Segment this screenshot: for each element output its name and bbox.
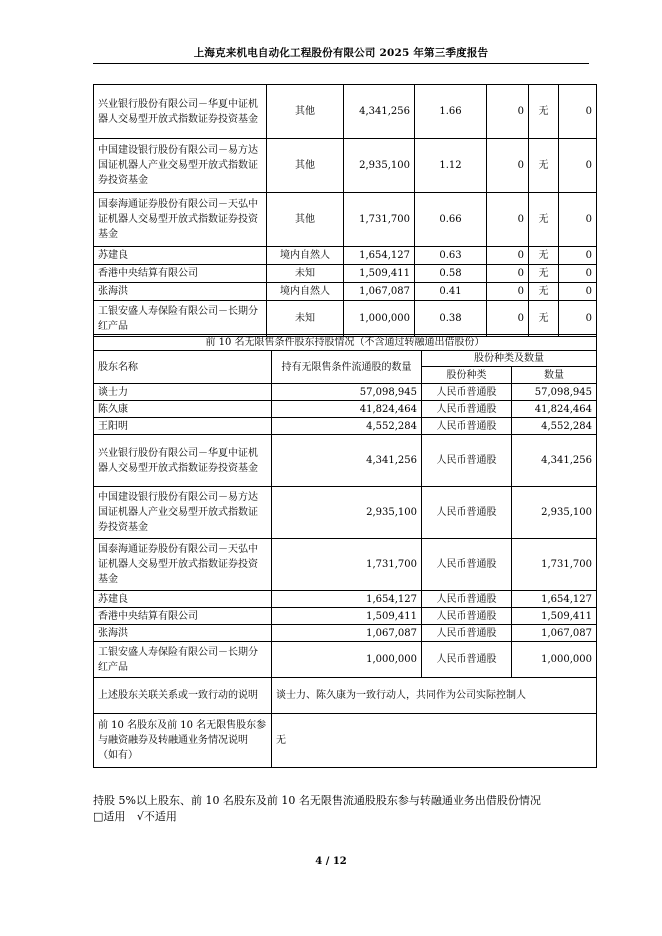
- shares-held: 1,067,087: [344, 283, 415, 301]
- relation-row: [94, 678, 597, 714]
- restricted-shares: 0: [487, 139, 529, 193]
- pledge-count: 0: [559, 139, 597, 193]
- shareholder-name: 苏建良: [94, 247, 267, 265]
- pledge-status: 无: [529, 283, 559, 301]
- unrestricted-shares: 1,731,700: [272, 539, 422, 591]
- share-quantity: 2,935,100: [512, 487, 597, 539]
- lending-disclosure-text: 持股 5%以上股东、前 10 名股东及前 10 名无限售流通股股东参与转融通业务出借股份情况: [93, 794, 541, 807]
- share-ratio: 0.41: [415, 283, 487, 301]
- pledge-count: 0: [559, 301, 597, 337]
- table-row: [94, 384, 597, 401]
- header-unrestricted-shares: 持有无限售条件流通股的数量: [272, 351, 422, 384]
- share-ratio: 0.66: [415, 193, 487, 247]
- share-type: 人民币普通股: [422, 591, 512, 608]
- unrestricted-shares: 41,824,464: [272, 401, 422, 418]
- header-share-type-group: 股份种类及数量: [422, 351, 597, 367]
- unrestricted-shares: 1,509,411: [272, 608, 422, 625]
- shareholder-name: 香港中央结算有限公司: [94, 608, 272, 625]
- share-type: 人民币普通股: [422, 539, 512, 591]
- table-row: [94, 642, 597, 678]
- pledge-status: 无: [529, 193, 559, 247]
- shareholder-name: 王阳明: [94, 418, 272, 435]
- restricted-shares: 0: [487, 193, 529, 247]
- margin-trading-row: [94, 714, 597, 768]
- shareholder-name: 苏建良: [94, 591, 272, 608]
- restricted-shares: 0: [487, 85, 529, 139]
- table-row: [94, 247, 597, 265]
- header-shareholder-name: 股东名称: [94, 351, 272, 384]
- unrestricted-shares: 1,654,127: [272, 591, 422, 608]
- relation-text: 谈士力、陈久康为一致行动人，共同作为公司实际控制人: [272, 678, 597, 714]
- shareholder-name: 工银安盛人寿保险有限公司－长期分红产品: [94, 301, 267, 337]
- shareholder-name: 兴业银行股份有限公司－华夏中证机器人交易型开放式指数证券投资基金: [94, 435, 272, 487]
- shareholder-nature: 未知: [267, 301, 344, 337]
- shareholder-name: 国泰海通证券股份有限公司－天弘中证机器人交易型开放式指数证券投资基金: [94, 193, 267, 247]
- applicability-options: [93, 809, 541, 825]
- option-applicable: □适用: [93, 810, 126, 823]
- share-type: 人民币普通股: [422, 435, 512, 487]
- pledge-status: 无: [529, 85, 559, 139]
- unrestricted-shares: 4,341,256: [272, 435, 422, 487]
- shares-held: 1,654,127: [344, 247, 415, 265]
- share-ratio: 1.66: [415, 85, 487, 139]
- header-share-type: 股份种类: [422, 367, 512, 384]
- pledge-status: 无: [529, 247, 559, 265]
- share-ratio: 0.38: [415, 301, 487, 337]
- share-quantity: 4,341,256: [512, 435, 597, 487]
- share-type: 人民币普通股: [422, 401, 512, 418]
- table-row: [94, 539, 597, 591]
- share-quantity: 1,067,087: [512, 625, 597, 642]
- top10-unrestricted-shareholders-table: [93, 334, 597, 768]
- pledge-count: 0: [559, 85, 597, 139]
- table-header-row: [94, 351, 597, 367]
- shareholder-name: 中国建设银行股份有限公司－易方达国证机器人产业交易型开放式指数证券投资基金: [94, 487, 272, 539]
- margin-trading-text: 无: [272, 714, 597, 768]
- shareholder-name: 国泰海通证券股份有限公司－天弘中证机器人交易型开放式指数证券投资基金: [94, 539, 272, 591]
- table-row: [94, 283, 597, 301]
- unrestricted-shares: 2,935,100: [272, 487, 422, 539]
- table-row: [94, 85, 597, 139]
- share-quantity: 57,098,945: [512, 384, 597, 401]
- share-quantity: 1,731,700: [512, 539, 597, 591]
- share-type: 人民币普通股: [422, 384, 512, 401]
- shareholder-name: 兴业银行股份有限公司－华夏中证机器人交易型开放式指数证券投资基金: [94, 85, 267, 139]
- table-row: [94, 193, 597, 247]
- shareholder-nature: 其他: [267, 193, 344, 247]
- shares-held: 1,731,700: [344, 193, 415, 247]
- shareholder-nature: 未知: [267, 265, 344, 283]
- restricted-shares: 0: [487, 265, 529, 283]
- shareholder-nature: 其他: [267, 85, 344, 139]
- table-row: [94, 625, 597, 642]
- table-row: [94, 591, 597, 608]
- shareholder-nature: 其他: [267, 139, 344, 193]
- top10-shareholders-continued-table: [93, 84, 597, 337]
- restricted-shares: 0: [487, 283, 529, 301]
- table-row: [94, 301, 597, 337]
- shareholder-name: 张海洪: [94, 625, 272, 642]
- share-type: 人民币普通股: [422, 642, 512, 678]
- table-row: [94, 608, 597, 625]
- unrestricted-shares: 4,552,284: [272, 418, 422, 435]
- table-row: [94, 418, 597, 435]
- share-quantity: 41,824,464: [512, 401, 597, 418]
- shares-held: 2,935,100: [344, 139, 415, 193]
- share-quantity: 1,509,411: [512, 608, 597, 625]
- header-quantity: 数量: [512, 367, 597, 384]
- share-quantity: 1,000,000: [512, 642, 597, 678]
- relation-label: 上述股东关联关系或一致行动的说明: [94, 678, 272, 714]
- share-ratio: 0.63: [415, 247, 487, 265]
- pledge-status: 无: [529, 301, 559, 337]
- shareholder-name: 香港中央结算有限公司: [94, 265, 267, 283]
- unrestricted-shares: 1,067,087: [272, 625, 422, 642]
- shareholder-name: 陈久康: [94, 401, 272, 418]
- unrestricted-shares: 57,098,945: [272, 384, 422, 401]
- lending-disclosure: [93, 793, 541, 825]
- shareholder-nature: 境内自然人: [267, 247, 344, 265]
- share-quantity: 4,552,284: [512, 418, 597, 435]
- table-title-row: [94, 335, 597, 351]
- pledge-count: 0: [559, 283, 597, 301]
- shares-held: 4,341,256: [344, 85, 415, 139]
- shareholder-name: 谈士力: [94, 384, 272, 401]
- page-number: 4 / 12: [315, 856, 347, 867]
- restricted-shares: 0: [487, 301, 529, 337]
- restricted-shares: 0: [487, 247, 529, 265]
- table-row: [94, 401, 597, 418]
- shareholder-name: 张海洪: [94, 283, 267, 301]
- pledge-status: 无: [529, 139, 559, 193]
- share-quantity: 1,654,127: [512, 591, 597, 608]
- share-ratio: 0.58: [415, 265, 487, 283]
- table-row: [94, 139, 597, 193]
- option-not-applicable: √不适用: [136, 810, 177, 823]
- table-title: 前 10 名无限售条件股东持股情况（不含通过转融通出借股份）: [94, 335, 597, 351]
- unrestricted-shares: 1,000,000: [272, 642, 422, 678]
- pledge-count: 0: [559, 265, 597, 283]
- shares-held: 1,509,411: [344, 265, 415, 283]
- share-type: 人民币普通股: [422, 625, 512, 642]
- margin-trading-label: 前 10 名股东及前 10 名无限售股东参与融资融券及转融通业务情况说明（如有）: [94, 714, 272, 768]
- table-row: [94, 487, 597, 539]
- table-row: [94, 265, 597, 283]
- pledge-status: 无: [529, 265, 559, 283]
- pledge-count: 0: [559, 247, 597, 265]
- share-type: 人民币普通股: [422, 487, 512, 539]
- report-header: 上海克来机电自动化工程股份有限公司 2025 年第三季度报告: [93, 45, 589, 64]
- share-ratio: 1.12: [415, 139, 487, 193]
- shareholder-name: 中国建设银行股份有限公司－易方达国证机器人产业交易型开放式指数证券投资基金: [94, 139, 267, 193]
- share-type: 人民币普通股: [422, 418, 512, 435]
- share-type: 人民币普通股: [422, 608, 512, 625]
- pledge-count: 0: [559, 193, 597, 247]
- table-row: [94, 435, 597, 487]
- shareholder-name: 工银安盛人寿保险有限公司－长期分红产品: [94, 642, 272, 678]
- shareholder-nature: 境内自然人: [267, 283, 344, 301]
- shares-held: 1,000,000: [344, 301, 415, 337]
